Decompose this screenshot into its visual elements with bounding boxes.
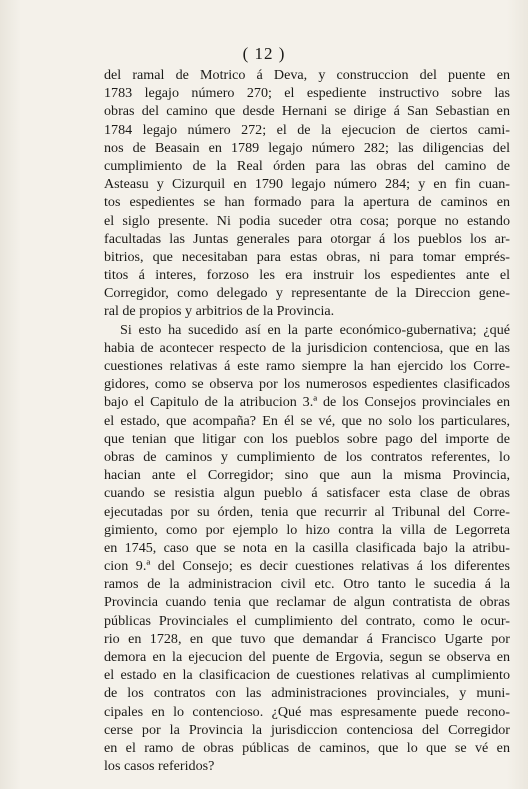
text-line: gimiento, como por ejemplo lo hizo contra la villa de Legorreta <box>104 521 510 538</box>
text-line: habia de acontecer respecto de la jurisdicion contenciosa, que en las <box>104 339 510 356</box>
text-line: el estado en la clasificacion de cuestiones relativas al cumplimiento <box>104 667 510 684</box>
text-line: ejecutadas por su órden, tenia que recurrir al Tribunal del Corre- <box>104 503 510 520</box>
text-line: cuestiones relativas á este ramo siempre la han ejercido los Corre- <box>104 358 510 374</box>
text-line: demora en la ejecucion del puente de Ergovia, segun se observa en <box>104 649 510 665</box>
text-line: cion 9.ª del Consejo; es decir cuestiones relativas á los diferentes <box>104 558 510 575</box>
text-line: Asteasu y Cizurquil en 1790 legajo número 284; y en fin cuan- <box>104 176 510 193</box>
text-line: cerse por la Provincia la jurisdiccion contenciosa del Corregidor <box>104 721 510 738</box>
body-text <box>104 66 510 775</box>
text-line: cumplimiento de la Real órden para las obras del camino de <box>104 157 510 174</box>
text-line: del ramal de Motrico á Deva, y construccion del puente en <box>104 67 510 83</box>
text-line: rio en 1728, en que tuvo que demandar á Francisco Ugarte por <box>104 630 510 647</box>
text-line: hacian ante el Corregidor; sino que aun la misma Provincia, <box>104 467 510 484</box>
text-line: facultadas las Juntas generales para otorgar á los pueblos los ar- <box>104 230 510 247</box>
text-line: el estado, que acompaña? En él se vé, que no solo los particulares, <box>104 412 510 429</box>
text-line: que tenian que litigar con los pueblos sobre pago del importe de <box>104 430 510 447</box>
text-line: ramos de la administracion civil etc. Otro tanto le sucedia á la <box>104 576 510 593</box>
text-line: bajo el Capitulo de la atribucion 3.ª de los Consejos provinciales en <box>104 394 510 411</box>
text-line: obras de caminos y cumplimiento de los contratos referentes, lo <box>104 448 510 465</box>
text-line: en 1745, caso que se nota en la casilla clasificada bajo la atribu- <box>104 539 510 556</box>
text-line: Si esto ha sucedido así en la parte económico-gubernativa; ¿qué <box>120 321 510 338</box>
text-line: tos espedientes se han formado para la apertura de caminos en <box>104 194 510 211</box>
text-line: ral de propios y arbitrios de la Provincia. <box>104 303 335 320</box>
text-line: bitrios, que necesitaban para estas obras, ni para tomar emprés- <box>104 248 510 265</box>
text-line: los casos referidos? <box>104 758 215 775</box>
text-line: gidores, como se observa por los numerosos espedientes clasificados <box>104 376 510 393</box>
text-line: Corregidor, como delegado y representante de la Direccion gene- <box>104 285 510 302</box>
text-line: el siglo presente. Ni podia suceder otra cosa; porque no estando <box>104 212 510 229</box>
text-line: públicas Provinciales el cumplimiento del contrato, como le ocur- <box>104 612 510 629</box>
text-line: de los contratos con las administraciones provinciales, y muni- <box>104 685 510 702</box>
text-line: 1783 legajo número 270; el espediente instructivo sobre las <box>104 85 510 102</box>
text-line: en el ramo de obras públicas de caminos, que lo que se vé en <box>104 739 510 756</box>
text-line: cipales en lo contencioso. ¿Qué mas espresamente puede recono- <box>104 703 510 720</box>
text-line: nos de Beasain en 1789 legajo número 282; las diligencias del <box>104 139 510 156</box>
text-line: titos á interes, forzoso les era instruir los espedientes ante el <box>104 267 510 284</box>
text-line: 1784 legajo número 272; el de la ejecucion de ciertos cami- <box>104 121 510 138</box>
text-line: cuando se resistia algun pueblo á satisfacer esta clase de obras <box>104 485 510 502</box>
page-number: ( 12 ) <box>242 44 286 63</box>
text-line: Provincia cuando tenia que reclamar de algun contratista de obras <box>104 594 510 611</box>
text-line: obras del camino que desde Hernani se dirige á San Sebastian en <box>104 103 510 120</box>
